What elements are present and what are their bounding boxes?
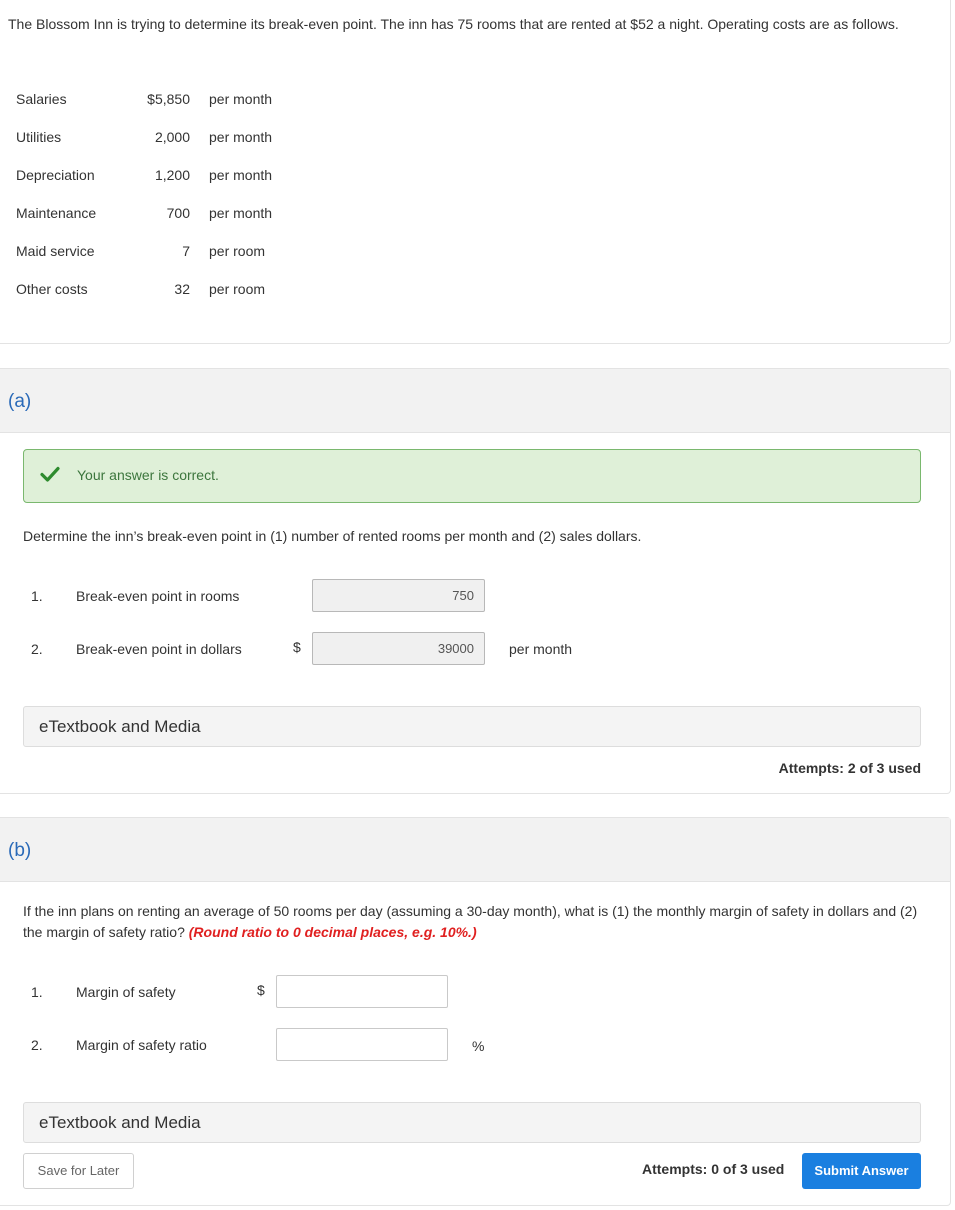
save-for-later-button[interactable]: Save for Later [23,1153,134,1189]
cost-row-maid-service [0,243,320,281]
cost-label: Other costs [16,281,88,297]
cost-unit: per room [209,281,266,297]
cost-amount: 32 [174,281,190,297]
cost-row-salaries [0,91,320,129]
margin-of-safety-label: Margin of safety [76,984,176,1000]
item-number: 2. [31,641,43,657]
break-even-rooms-label: Break-even point in rooms [76,588,240,604]
cost-label: Maintenance [16,205,97,221]
dollar-sign: $ [293,639,301,655]
cost-unit: per room [209,243,266,259]
item-number: 2. [31,1037,43,1053]
cost-unit: per month [209,129,273,145]
cost-unit: per month [209,167,273,183]
problem-statement: The Blossom Inn is trying to determine its break-even point. The inn has 75 rooms that are rented at $52 a night. Operating costs are as follows. [8,16,899,32]
break-even-dollars-label: Break-even point in dollars [76,641,242,657]
part-b-question [23,901,923,943]
cost-unit: per month [209,205,273,221]
etextbook-media-link[interactable]: eTextbook and Media [23,1102,921,1143]
part-b-label: (b) [8,840,32,861]
part-b-question-text: If the inn plans on renting an average of 50 rooms per day (assuming a 30-day month), what is (1) the monthly margin of safety in dollars and (2) the margin of safety ratio? [23,903,918,940]
checkmark-icon [40,466,60,485]
margin-of-safety-ratio-label: Margin of safety ratio [76,1037,207,1053]
cost-amount: 7 [182,243,190,259]
per-month-unit: per month [509,641,573,657]
item-number: 1. [31,984,43,1000]
cost-label: Salaries [16,91,67,107]
cost-label: Utilities [16,129,62,145]
item-number: 1. [31,588,43,604]
submit-answer-button[interactable]: Submit Answer [802,1153,921,1189]
cost-row-utilities [0,129,320,167]
rounding-instruction: (Round ratio to 0 decimal places, e.g. 10%.) [188,924,477,940]
cost-amount: $5,850 [147,91,190,107]
margin-of-safety-ratio-input[interactable] [276,1028,448,1061]
cost-amount: 700 [166,205,190,221]
cost-unit: per month [209,91,273,107]
part-a-header [0,369,950,433]
cost-amount: 1,200 [154,167,190,183]
part-a-label: (a) [8,391,32,412]
part-a-question: Determine the inn’s break-even point in (1) number of rented rooms per month and (2) sales dollars. [23,528,642,544]
part-b-header [0,818,950,882]
cost-row-other-costs [0,281,320,319]
cost-label: Depreciation [16,167,95,183]
part-b-card [0,817,951,1206]
margin-of-safety-input[interactable] [276,975,448,1008]
break-even-rooms-input[interactable]: 750 [312,579,485,612]
dollar-sign: $ [257,982,265,998]
cost-row-maintenance [0,205,320,243]
attempts-counter: Attempts: 0 of 3 used [642,1161,785,1177]
correct-answer-text: Your answer is correct. [77,467,219,483]
percent-sign: % [472,1038,485,1054]
cost-row-depreciation [0,167,320,205]
correct-answer-banner [23,449,921,503]
etextbook-media-link[interactable]: eTextbook and Media [23,706,921,747]
cost-label: Maid service [16,243,95,259]
attempts-counter: Attempts: 2 of 3 used [778,760,921,776]
break-even-dollars-input[interactable]: 39000 [312,632,485,665]
cost-amount: 2,000 [154,129,190,145]
